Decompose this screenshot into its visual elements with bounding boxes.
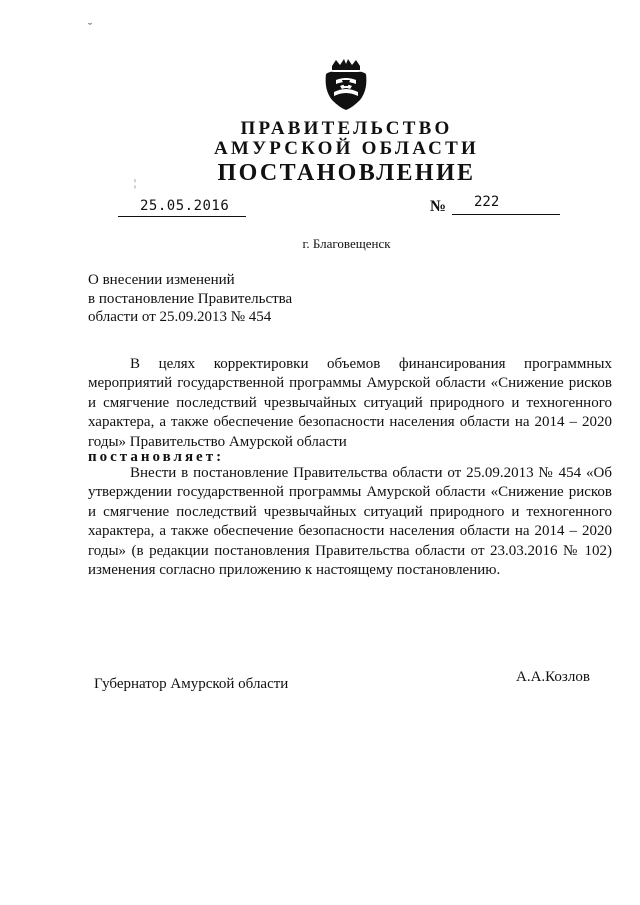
subject-line1: О внесении изменений [88, 272, 235, 288]
decree-keyword: постановляет: [88, 449, 225, 465]
document-date: 25.05.2016 [140, 198, 230, 214]
subject-line2: в постановление Правительства [88, 290, 293, 307]
document-number: 222 [474, 194, 500, 210]
org-name-line2: АМУРСКОЙ ОБЛАСТИ [214, 138, 479, 159]
signatory-name: А.А.Козлов [516, 669, 590, 685]
number-sign: № [430, 198, 447, 215]
org-name-line1: ПРАВИТЕЛЬСТВО [240, 118, 453, 139]
city-line: г. Благовещенск [302, 236, 391, 251]
date-underline [118, 216, 246, 217]
coat-of-arms-icon [322, 56, 370, 112]
document-type-title: ПОСТАНОВЛЕНИЕ [217, 160, 476, 186]
number-underline [452, 214, 560, 215]
signatory-position: Губернатор Амурской области [94, 676, 289, 692]
preamble-paragraph: В целях корректировки объемов финансирования программных мероприятий государственной программы Амурской области «Снижение рисков и смягчение последствий чрезвычайных ситуаций природного и техногенного характера, а также обеспечение безопасности населения области на 2014 – 2020 годы» Правительство Амурской области [88, 356, 612, 450]
corner-mark: ˘ [88, 20, 92, 34]
dot-mark: ¦ [134, 178, 137, 189]
subject-line3: области от 25.09.2013 № 454 [88, 309, 272, 325]
subject-block [88, 271, 388, 327]
operative-paragraph: Внести в постановление Правительства области от 25.09.2013 № 454 «Об утверждении государственной программы Амурской области «Снижение рисков и смягчение последствий чрезвычайных ситуаций природного и техногенного характера, а также обеспечение безопасности населения области на 2014 – 2020 годы» (в редакции постановления Правительства области от 23.03.2016 № 102) изменения согласно приложению к настоящему постановлению. [88, 465, 612, 579]
